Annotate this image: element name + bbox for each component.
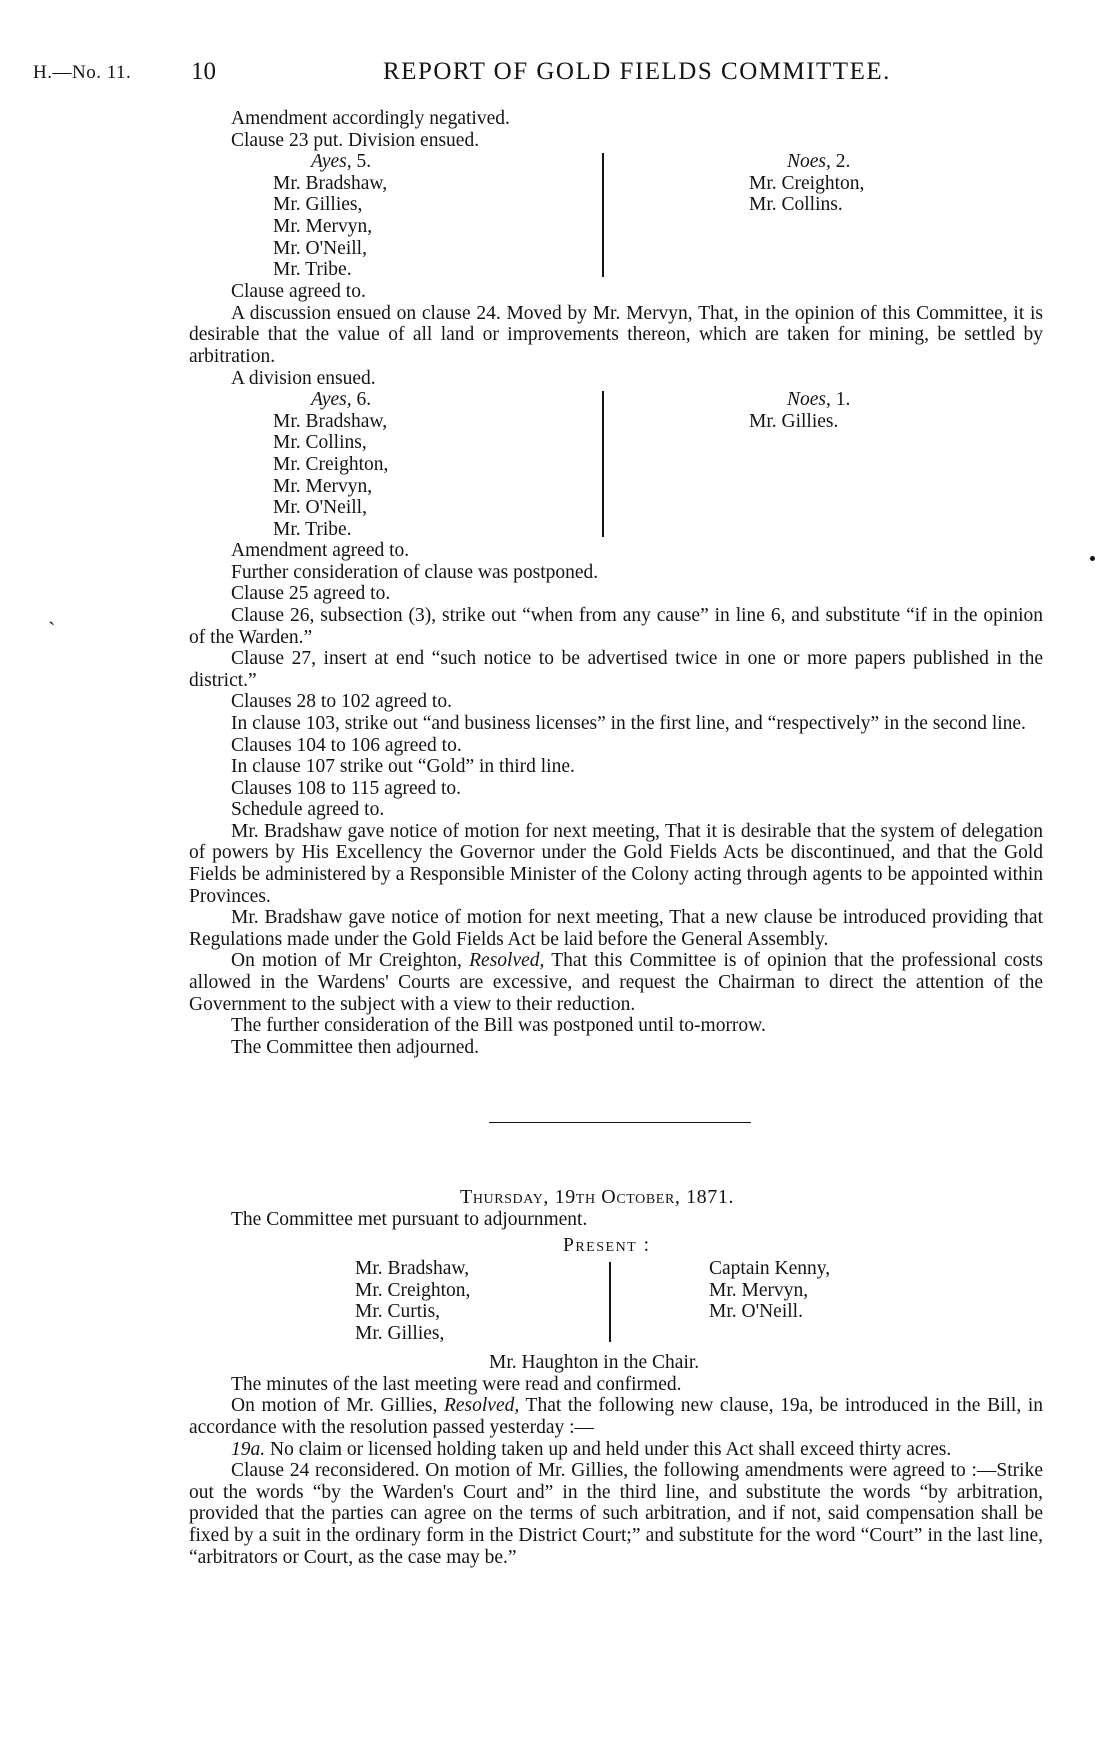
paragraph: In clause 103, strike out “and business licenses” in the first line, and “respectively” in the second line.: [231, 712, 1026, 734]
paragraph: The further consideration of the Bill was postponed until to-morrow.: [231, 1015, 766, 1037]
ayes-heading: [311, 151, 387, 173]
paragraph: The Committee then adjourned.: [231, 1036, 480, 1058]
paragraph: Mr. Bradshaw gave notice of motion for next meeting, That a new clause be introduced providing that Regulations made under the Gold Fields Act be laid before the General Assembly.: [189, 907, 1043, 950]
meeting-date: Thursday, 19th October, 1871.: [460, 1186, 735, 1209]
column-divider: [602, 391, 604, 537]
paragraph: Clauses 108 to 115 agreed to.: [231, 777, 461, 799]
paragraph: Clause agreed to.: [231, 281, 366, 303]
paragraph: Clause 26, subsection (3), strike out “when from any cause” in line 6, and substitute “if in the opinion of the Warden.”: [189, 604, 1043, 648]
member-name: Mr. Gillies,: [355, 1322, 445, 1344]
paragraph: Clauses 104 to 106 agreed to.: [231, 734, 462, 756]
margin-dot: [1090, 556, 1095, 561]
division-clause-24: [231, 389, 1043, 540]
noes-label: Noes,: [787, 151, 831, 173]
member-name: Mr. Gillies,: [273, 194, 363, 216]
member-name: Mr. Creighton,: [273, 453, 389, 475]
division-clause-23: [231, 151, 1043, 281]
noes-heading: [787, 151, 864, 173]
member-name: Mr. Collins,: [273, 432, 367, 454]
paragraph: Clause 24 reconsidered. On motion of Mr. Gillies, the following amendments were agreed to :—Strike out the words “by the Warden's Court and” in the third line, and substitute the words “by arbitration, provided that the parties can agree on the terms of such arbitration, and if not, said compensation shall be fixed by a suit in the ordinary form in the District Court;” and substitute for the word “Court” in the last line, “arbitrators or Court, as the case may be.”: [189, 1460, 1043, 1568]
noes-count: 2.: [835, 151, 851, 173]
resolution-intro: On motion of Mr. Gillies,: [231, 1395, 438, 1417]
paragraph: Clause 25 agreed to.: [231, 583, 391, 605]
resolved-word: Resolved,: [443, 1395, 520, 1417]
paragraph: Clause 23 put. Division ensued.: [231, 129, 480, 151]
member-name: Mr. Creighton,: [749, 172, 865, 194]
paragraph: Clauses 28 to 102 agreed to.: [231, 691, 452, 713]
member-name: Mr. Bradshaw,: [273, 410, 388, 432]
member-name: Mr. Mervyn,: [709, 1279, 809, 1301]
ayes-count: 6.: [356, 389, 372, 411]
noes-list: [749, 151, 864, 216]
paragraph: Amendment agreed to.: [231, 540, 410, 562]
present-right-column: [709, 1258, 830, 1323]
resolution-text: That the following new clause, 19a, be introduced in the Bill, in accordance with the resolution passed yesterday :—: [189, 1395, 1044, 1438]
ayes-label: Ayes,: [311, 389, 352, 411]
minutes-body: [189, 108, 1043, 1568]
member-name: Mr. O'Neill,: [273, 497, 367, 519]
ayes-heading: [311, 389, 388, 411]
column-divider: [602, 153, 604, 277]
member-name: Mr. O'Neill,: [273, 237, 367, 259]
paragraph: In clause 107 strike out “Gold” in third line.: [231, 756, 575, 778]
member-name: Mr. Bradshaw,: [355, 1258, 470, 1280]
member-name: Mr. O'Neill.: [709, 1301, 803, 1323]
member-name: Mr. Curtis,: [355, 1301, 441, 1323]
member-name: Mr. Mervyn,: [273, 215, 373, 237]
ayes-list: [273, 389, 388, 540]
resolution-intro: On motion of Mr Creighton,: [231, 950, 462, 972]
resolution-paragraph: [189, 950, 1043, 1015]
section-divider: [489, 1122, 751, 1123]
member-name: Mr. Creighton,: [355, 1279, 471, 1301]
member-name: Mr. Collins.: [749, 194, 843, 216]
page-number: 10: [191, 58, 216, 85]
ayes-count: 5.: [356, 151, 372, 173]
paragraph: Mr. Bradshaw gave notice of motion for next meeting, That it is desirable that the system of delegation of powers by His Excellency the Governor under the Gold Fields Acts be discontinued, and that the Gold Fields be administered by a Responsible Minister of the Colony acting through agents to be appointed within Provinces.: [189, 820, 1043, 907]
new-clause-paragraph: [189, 1439, 1043, 1461]
paragraph: A division ensued.: [231, 367, 376, 389]
noes-heading: [787, 389, 850, 411]
column-divider: [609, 1262, 611, 1342]
paragraph: The minutes of the last meeting were read and confirmed.: [231, 1373, 682, 1395]
member-name: Mr. Tribe.: [273, 259, 352, 281]
member-name: Mr. Gillies.: [749, 410, 839, 432]
page-title: REPORT OF GOLD FIELDS COMMITTEE.: [383, 58, 891, 85]
ayes-list: [273, 151, 387, 281]
member-name: Captain Kenny,: [709, 1258, 831, 1280]
resolution-paragraph: [189, 1395, 1043, 1438]
member-name: Mr. Tribe.: [273, 518, 352, 540]
noes-count: 1.: [835, 389, 851, 411]
noes-label: Noes,: [787, 389, 831, 411]
chair-line: Mr. Haughton in the Chair.: [489, 1352, 700, 1374]
paragraph: Schedule agreed to.: [231, 799, 385, 821]
noes-list: [749, 389, 850, 432]
present-left-column: [355, 1258, 470, 1344]
ayes-label: Ayes,: [311, 151, 352, 173]
running-header: [33, 58, 1073, 88]
document-reference: H.—No. 11.: [33, 62, 132, 83]
resolution-text: That this Committee is of opinion that the professional costs allowed in the Wardens' Courts are excessive, and request the Chairman to direct the attention of the Government to the subject with a view to their reduction.: [189, 950, 1043, 1015]
paragraph: Amendment accordingly negatived.: [231, 108, 510, 129]
present-members: [189, 1258, 1043, 1344]
present-heading: Present :: [563, 1234, 651, 1256]
resolved-word: Resolved,: [469, 950, 545, 972]
member-name: Mr. Mervyn,: [273, 475, 373, 497]
paragraph: A discussion ensued on clause 24. Moved by Mr. Mervyn, That, in the opinion of this Committee, it is desirable that the value of all land or improvements thereon, which are taken for mining, be settled by arbitration.: [189, 302, 1043, 367]
paragraph: Further consideration of clause was postponed.: [231, 561, 599, 583]
margin-tick-mark: ˏ: [48, 600, 56, 625]
clause-number: 19a.: [231, 1438, 266, 1460]
clause-text: No claim or licensed holding taken up and held under this Act shall exceed thirty acres.: [270, 1438, 952, 1460]
member-name: Mr. Bradshaw,: [273, 172, 388, 194]
paragraph: Clause 27, insert at end “such notice to be advertised twice in one or more papers published in the district.”: [189, 648, 1043, 691]
paragraph: The Committee met pursuant to adjournment.: [231, 1209, 588, 1230]
